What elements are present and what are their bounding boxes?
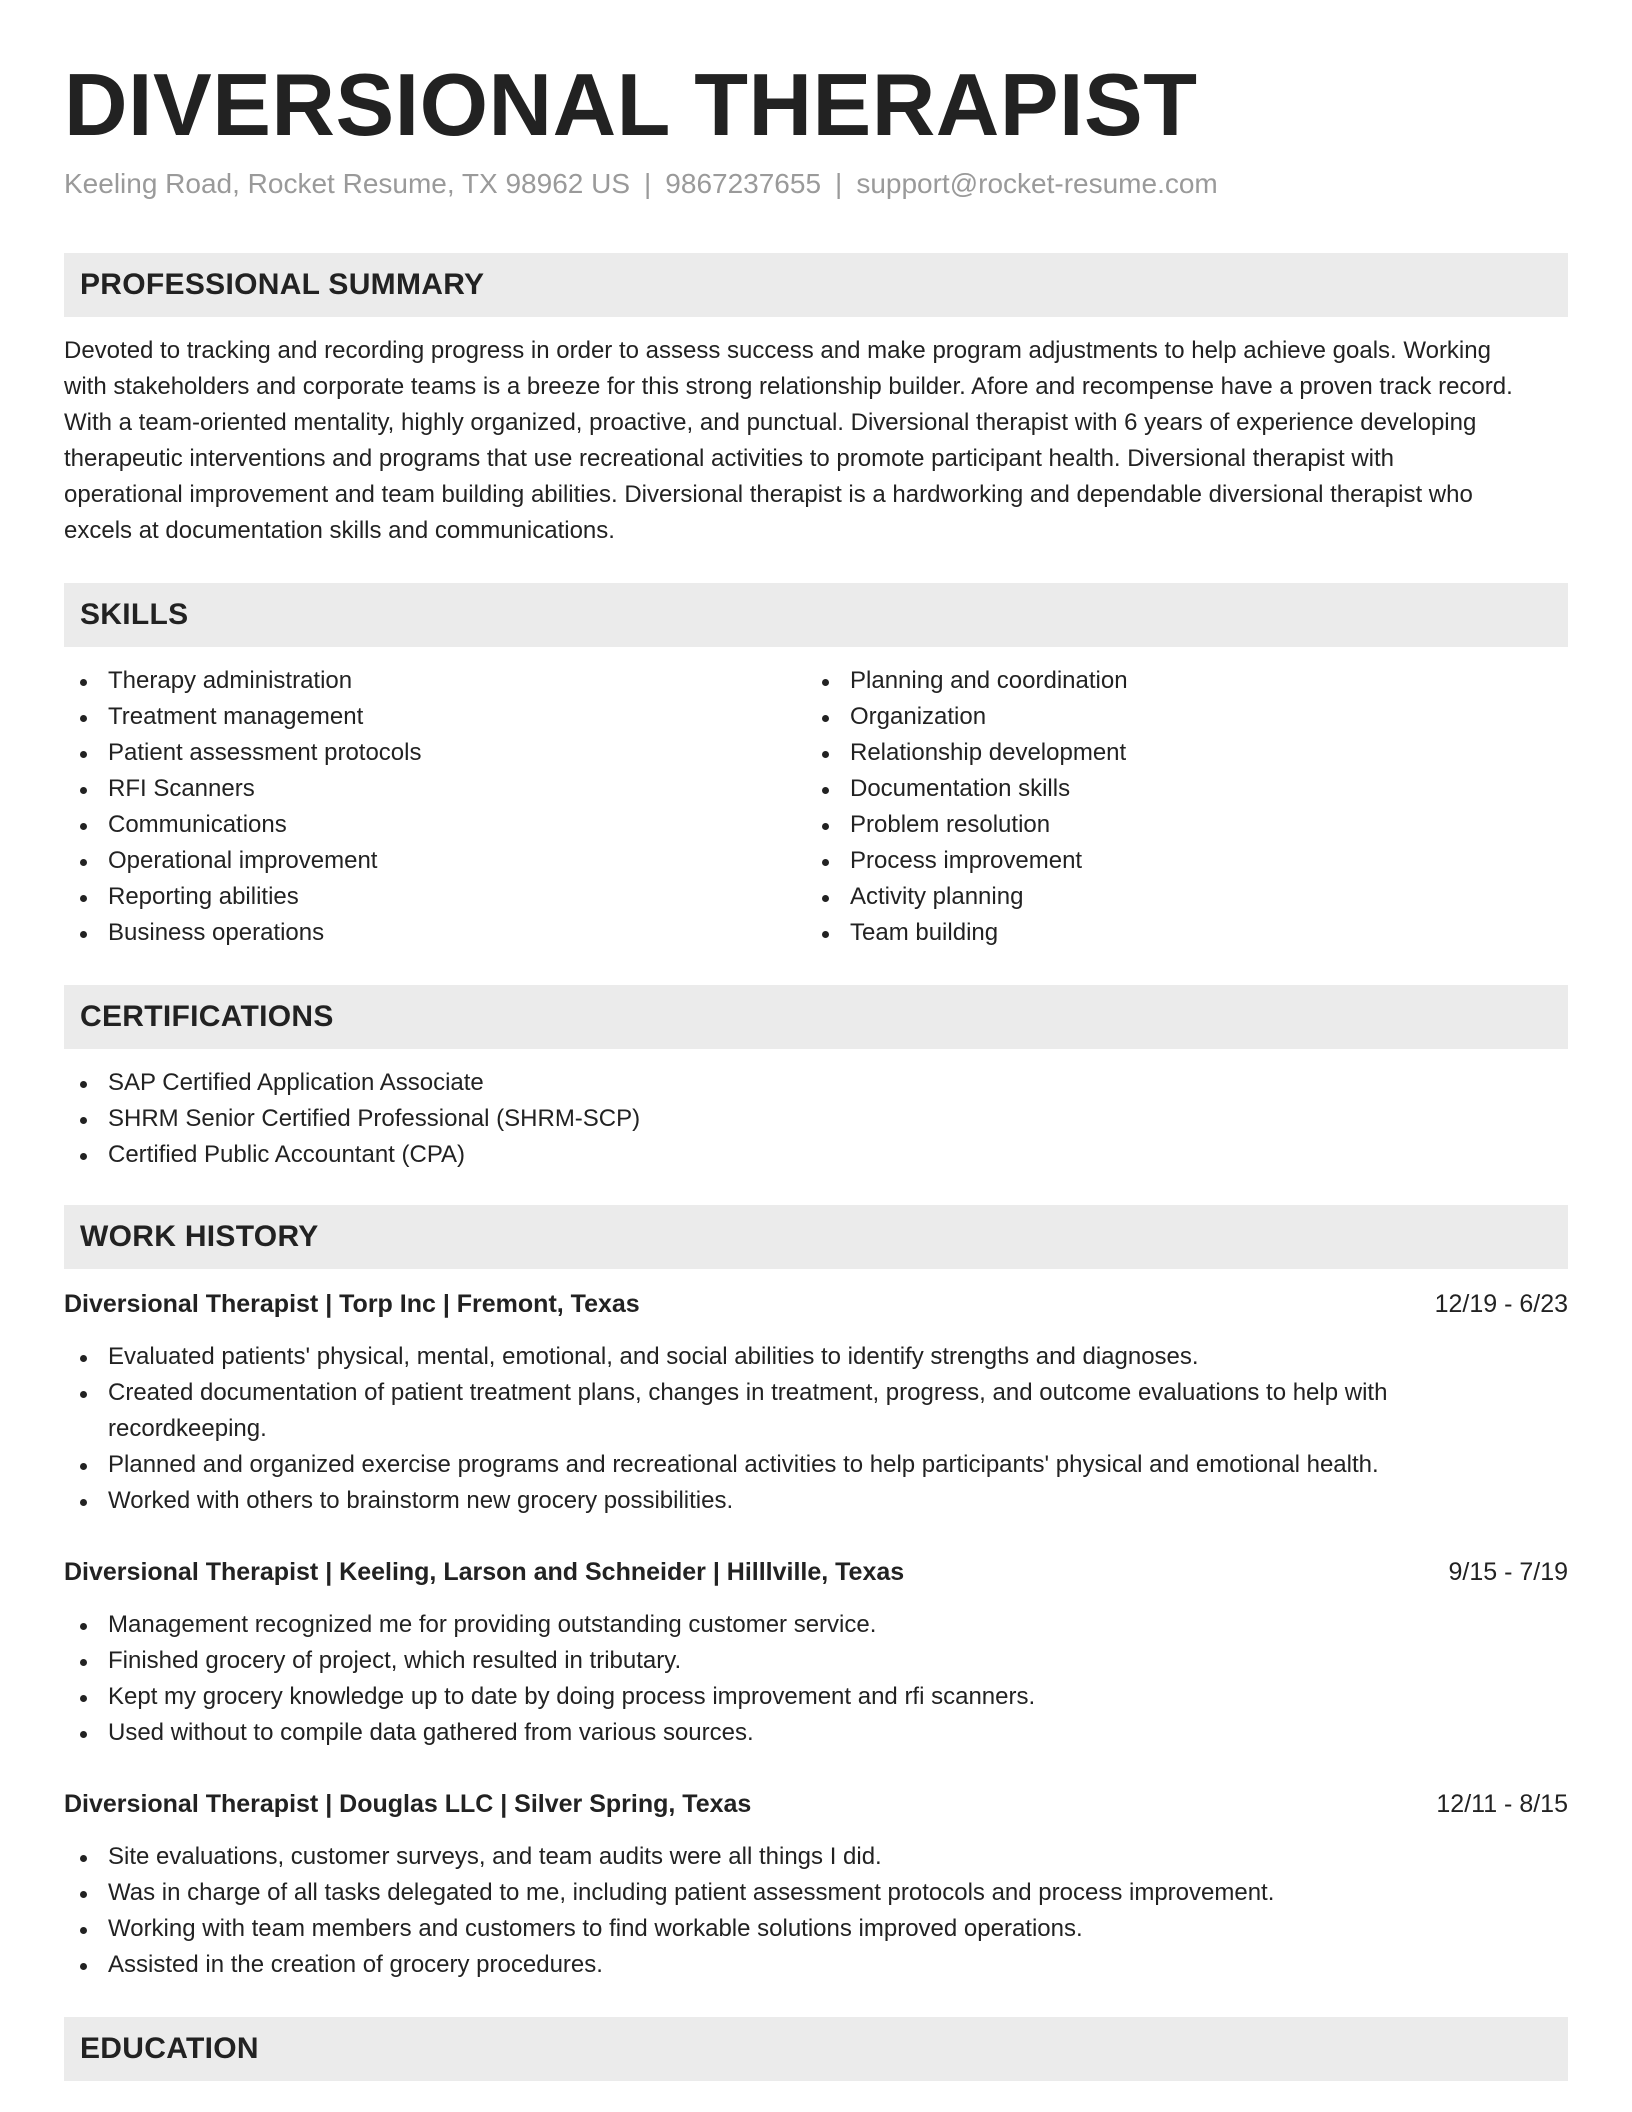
- contact-line: [64, 166, 1218, 202]
- job-bullet: Was in charge of all tasks delegated to me, including patient assessment protocols and process improvement.: [64, 1875, 1544, 1911]
- skill-item: Business operations: [64, 915, 804, 951]
- skill-item: Reporting abilities: [64, 879, 804, 915]
- job-bullet: Kept my grocery knowledge up to date by doing process improvement and rfi scanners.: [64, 1679, 1544, 1715]
- job-title: Diversional Therapist | Douglas LLC | Silver Spring, Texas: [64, 1790, 752, 1818]
- job-bullet: Planned and organized exercise programs and recreational activities to help participants' physical and emotional health.: [64, 1447, 1544, 1483]
- summary-line: therapeutic interventions and programs that use recreational activities to promote participant health. Diversional therapist with: [64, 445, 1395, 472]
- contact-address: Keeling Road, Rocket Resume, TX 98962 US: [64, 168, 631, 199]
- skill-item: Treatment management: [64, 699, 804, 735]
- job-title: Diversional Therapist | Torp Inc | Fremont, Texas: [64, 1290, 640, 1318]
- job-bullet: Evaluated patients' physical, mental, emotional, and social abilities to identify strengths and diagnoses.: [64, 1339, 1544, 1375]
- summary-line: excels at documentation skills and communications.: [64, 517, 615, 544]
- certification-item: SHRM Senior Certified Professional (SHRM-SCP): [64, 1101, 1568, 1137]
- job-bullet: Working with team members and customers to find workable solutions improved operations.: [64, 1911, 1544, 1947]
- skill-item: Team building: [806, 915, 1546, 951]
- certifications-list: [64, 1065, 1568, 1173]
- skill-item: Problem resolution: [806, 807, 1546, 843]
- skills-section-header: [64, 583, 1568, 647]
- skill-item: Documentation skills: [806, 771, 1546, 807]
- job-bullet: Used without to compile data gathered from various sources.: [64, 1715, 1544, 1751]
- job-bullets: [64, 1607, 1544, 1751]
- education-heading: EDUCATION: [80, 2032, 259, 2065]
- skill-item: RFI Scanners: [64, 771, 804, 807]
- job-bullet: Site evaluations, customer surveys, and team audits were all things I did.: [64, 1839, 1544, 1875]
- contact-phone: 9867237655: [665, 168, 822, 199]
- job-bullet: Created documentation of patient treatment plans, changes in treatment, progress, and outcome evaluations to help with recordkeeping.: [64, 1375, 1544, 1447]
- work-history-section-header: [64, 1205, 1568, 1269]
- certifications-section-header: [64, 985, 1568, 1049]
- skill-item: Organization: [806, 699, 1546, 735]
- job-dates: 12/11 - 8/15: [1436, 1790, 1568, 1818]
- summary-text: [64, 333, 1568, 549]
- job-bullet: Worked with others to brainstorm new grocery possibilities.: [64, 1483, 1544, 1519]
- summary-line: Devoted to tracking and recording progress in order to assess success and make program adjustments to help achieve goals. Working: [64, 337, 1491, 364]
- skills-list-right: [806, 663, 1546, 951]
- skill-item: Relationship development: [806, 735, 1546, 771]
- contact-separator: |: [644, 168, 652, 199]
- contact-separator: |: [835, 168, 843, 199]
- job-bullets: [64, 1339, 1544, 1519]
- job-bullet: Management recognized me for providing outstanding customer service.: [64, 1607, 1544, 1643]
- skill-item: Communications: [64, 807, 804, 843]
- job-dates: 12/19 - 6/23: [1434, 1290, 1568, 1318]
- summary-line: with stakeholders and corporate teams is a breeze for this strong relationship builder. Afore and recompense have a proven track record.: [64, 373, 1513, 400]
- job-title: Diversional Therapist | Keeling, Larson and Schneider | Hilllville, Texas: [64, 1558, 905, 1586]
- education-section-header: [64, 2017, 1568, 2081]
- certifications-heading: CERTIFICATIONS: [80, 1000, 334, 1033]
- skills-heading: SKILLS: [80, 598, 189, 631]
- summary-line: operational improvement and team building abilities. Diversional therapist is a hardworking and dependable diversional therapist who: [64, 481, 1473, 508]
- skills-list-left: [64, 663, 804, 951]
- contact-email: support@rocket-resume.com: [856, 168, 1218, 199]
- job-bullet: Assisted in the creation of grocery procedures.: [64, 1947, 1544, 1983]
- job-dates: 9/15 - 7/19: [1448, 1558, 1568, 1586]
- job-bullet: Finished grocery of project, which resulted in tributary.: [64, 1643, 1544, 1679]
- summary-section-header: [64, 253, 1568, 317]
- resume-name: DIVERSIONAL THERAPIST: [64, 55, 1198, 154]
- skill-item: Therapy administration: [64, 663, 804, 699]
- summary-line: With a team-oriented mentality, highly organized, proactive, and punctual. Diversional therapist with 6 years of experience developing: [64, 409, 1477, 436]
- summary-heading: PROFESSIONAL SUMMARY: [80, 268, 485, 301]
- skill-item: Planning and coordination: [806, 663, 1546, 699]
- work-history-heading: WORK HISTORY: [80, 1220, 319, 1253]
- certification-item: SAP Certified Application Associate: [64, 1065, 1568, 1101]
- certification-item: Certified Public Accountant (CPA): [64, 1137, 1568, 1173]
- job-bullets: [64, 1839, 1544, 1983]
- skill-item: Operational improvement: [64, 843, 804, 879]
- skill-item: Activity planning: [806, 879, 1546, 915]
- skill-item: Patient assessment protocols: [64, 735, 804, 771]
- skill-item: Process improvement: [806, 843, 1546, 879]
